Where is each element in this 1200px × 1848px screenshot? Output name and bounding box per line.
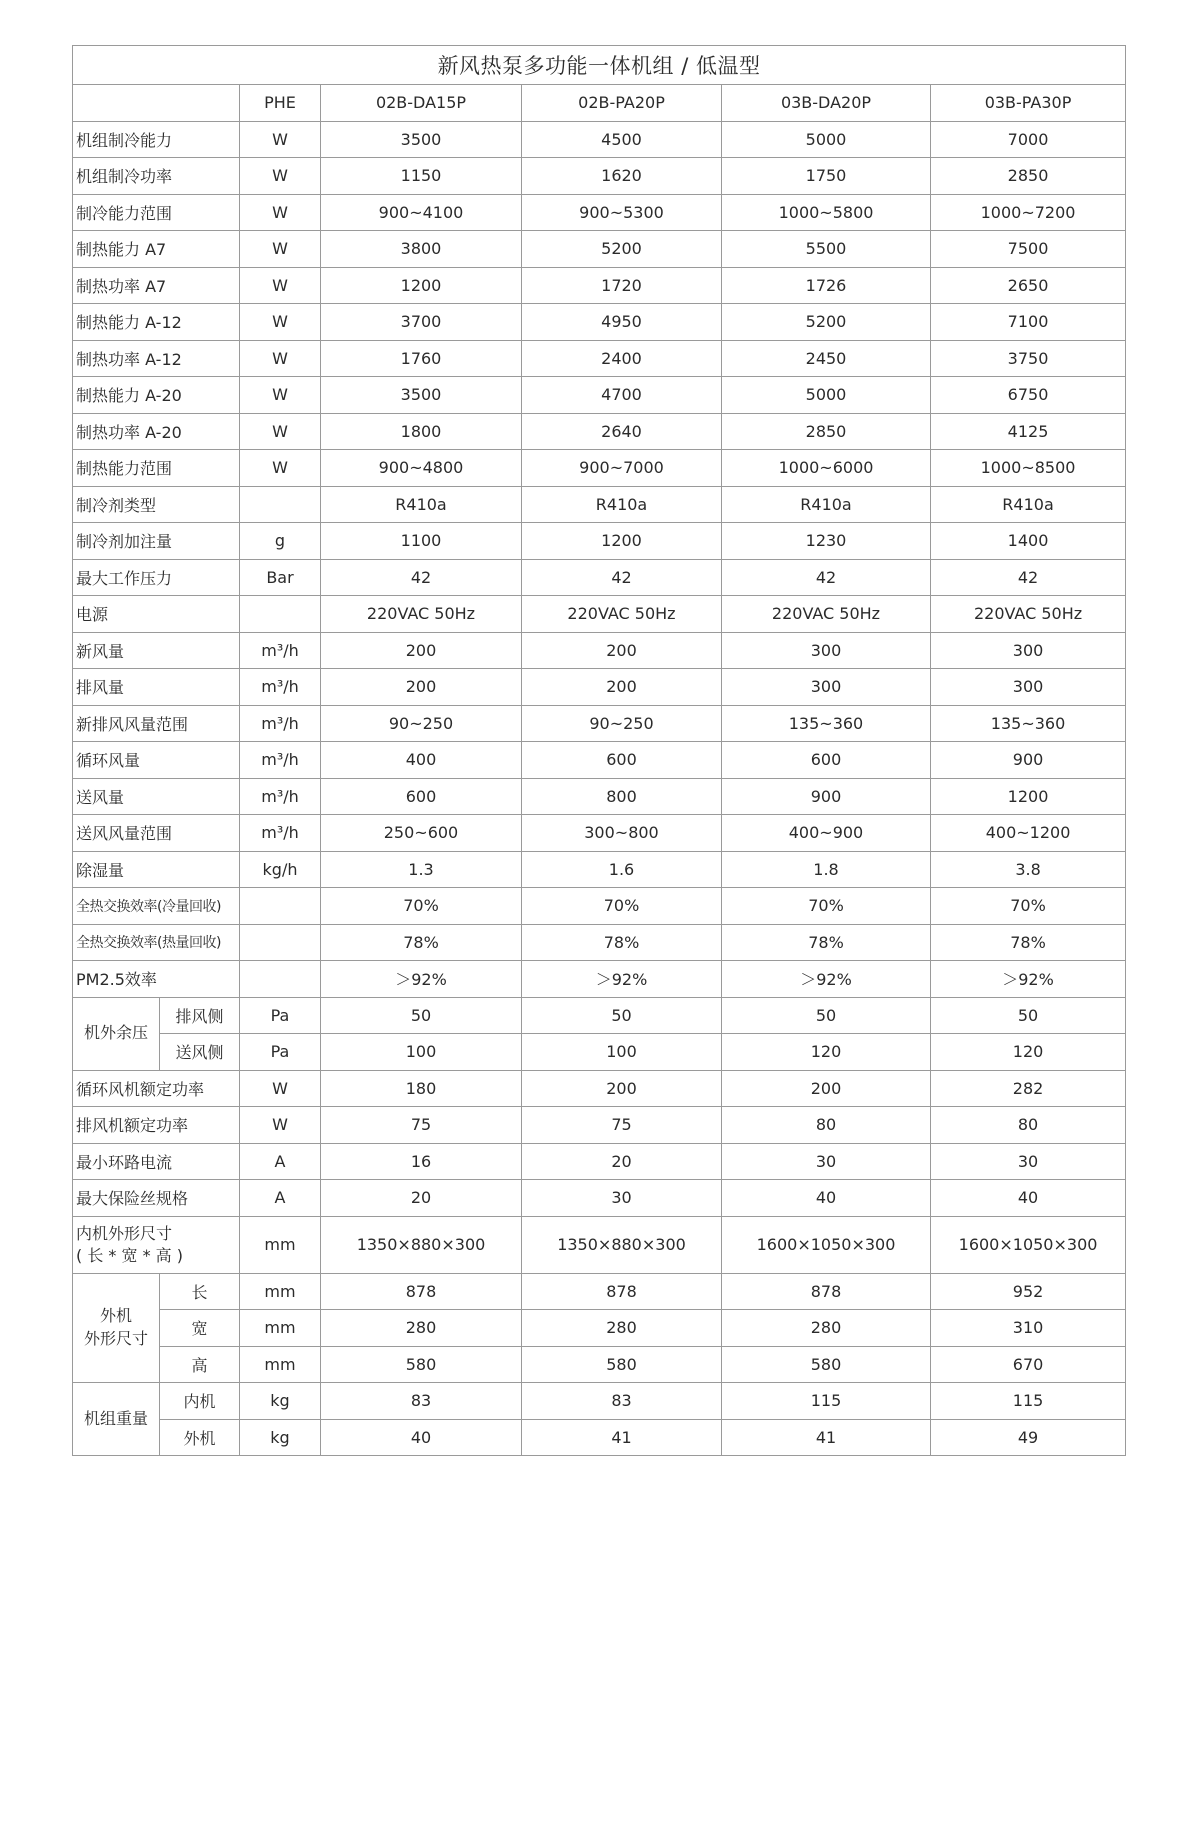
value-cell: 900~4100 <box>321 194 522 231</box>
value-cell: 878 <box>722 1273 931 1310</box>
row-label: 制热功率 A-20 <box>73 413 240 450</box>
table-row <box>73 632 1126 669</box>
value-cell: 5200 <box>522 231 722 268</box>
table-row <box>73 997 1126 1034</box>
row-label: 制冷剂加注量 <box>73 523 240 560</box>
row-label: 循环风量 <box>73 742 240 779</box>
value-cell: 220VAC 50Hz <box>931 596 1126 633</box>
unit-cell: kg/h <box>240 851 321 888</box>
table-row <box>73 377 1126 414</box>
value-cell: 4500 <box>522 121 722 158</box>
row-label: 制热功率 A-12 <box>73 340 240 377</box>
header-row <box>73 85 1126 122</box>
unit-cell: W <box>240 377 321 414</box>
value-cell: 2640 <box>522 413 722 450</box>
value-cell: 1350×880×300 <box>321 1216 522 1273</box>
value-cell: 900~5300 <box>522 194 722 231</box>
value-cell: 49 <box>931 1419 1126 1456</box>
value-cell: 1750 <box>722 158 931 195</box>
value-cell: 40 <box>931 1180 1126 1217</box>
header-model-cell: 02B-DA15P <box>321 85 522 122</box>
group-label <box>73 1383 160 1456</box>
unit-cell: m³/h <box>240 669 321 706</box>
table-row <box>73 961 1126 998</box>
value-cell: 300 <box>931 669 1126 706</box>
sub-label: 宽 <box>160 1310 240 1347</box>
sub-label: 高 <box>160 1346 240 1383</box>
table-row <box>73 851 1126 888</box>
value-cell: 200 <box>522 669 722 706</box>
table-row <box>73 304 1126 341</box>
value-cell: 2850 <box>931 158 1126 195</box>
row-label: 最大保险丝规格 <box>73 1180 240 1217</box>
value-cell: 70% <box>522 888 722 925</box>
table-row <box>73 121 1126 158</box>
value-cell: R410a <box>722 486 931 523</box>
value-cell: 120 <box>931 1034 1126 1071</box>
value-cell: 5000 <box>722 377 931 414</box>
value-cell: ＞92% <box>931 961 1126 998</box>
value-cell: 200 <box>522 1070 722 1107</box>
sub-label: 长 <box>160 1273 240 1310</box>
table-title: 新风热泵多功能一体机组 / 低温型 <box>73 46 1126 85</box>
table-row <box>73 1273 1126 1310</box>
value-cell: 1000~6000 <box>722 450 931 487</box>
table-row <box>73 158 1126 195</box>
table-row <box>73 231 1126 268</box>
value-cell: 220VAC 50Hz <box>522 596 722 633</box>
value-cell: 300~800 <box>522 815 722 852</box>
row-label: 全热交换效率(热量回收) <box>73 924 240 961</box>
value-cell: 70% <box>722 888 931 925</box>
row-label: 制热能力 A7 <box>73 231 240 268</box>
unit-cell <box>240 888 321 925</box>
header-model-cell: 03B-PA30P <box>931 85 1126 122</box>
header-model-cell: 02B-PA20P <box>522 85 722 122</box>
unit-cell: m³/h <box>240 815 321 852</box>
value-cell: 1800 <box>321 413 522 450</box>
unit-cell: mm <box>240 1346 321 1383</box>
group-label-line: 外形尺寸 <box>83 1328 148 1348</box>
value-cell: 70% <box>321 888 522 925</box>
value-cell: 40 <box>722 1180 931 1217</box>
value-cell: 1720 <box>522 267 722 304</box>
value-cell: 78% <box>931 924 1126 961</box>
value-cell: 70% <box>931 888 1126 925</box>
value-cell: 1.8 <box>722 851 931 888</box>
group-label-line: 机组重量 <box>83 1408 148 1428</box>
value-cell: 4125 <box>931 413 1126 450</box>
value-cell: 3500 <box>321 377 522 414</box>
value-cell: 1200 <box>321 267 522 304</box>
value-cell: 135~360 <box>722 705 931 742</box>
value-cell: ＞92% <box>522 961 722 998</box>
value-cell: 40 <box>321 1419 522 1456</box>
value-cell: 5200 <box>722 304 931 341</box>
value-cell: R410a <box>522 486 722 523</box>
value-cell: 1620 <box>522 158 722 195</box>
table-row <box>73 1143 1126 1180</box>
value-cell: 3700 <box>321 304 522 341</box>
value-cell: 580 <box>722 1346 931 1383</box>
table-row <box>73 1383 1126 1420</box>
value-cell: 670 <box>931 1346 1126 1383</box>
value-cell: 41 <box>522 1419 722 1456</box>
value-cell: 115 <box>931 1383 1126 1420</box>
unit-cell: W <box>240 304 321 341</box>
value-cell: 200 <box>722 1070 931 1107</box>
row-label: 制冷能力范围 <box>73 194 240 231</box>
value-cell: 30 <box>522 1180 722 1217</box>
row-label: 最大工作压力 <box>73 559 240 596</box>
value-cell: 1350×880×300 <box>522 1216 722 1273</box>
unit-cell: W <box>240 231 321 268</box>
unit-cell: mm <box>240 1310 321 1347</box>
value-cell: 400 <box>321 742 522 779</box>
table-row <box>73 778 1126 815</box>
value-cell: 900~4800 <box>321 450 522 487</box>
table-row <box>73 742 1126 779</box>
value-cell: 300 <box>931 632 1126 669</box>
unit-cell: A <box>240 1143 321 1180</box>
value-cell: 1000~5800 <box>722 194 931 231</box>
value-cell: 1200 <box>931 778 1126 815</box>
value-cell: 78% <box>321 924 522 961</box>
unit-cell: W <box>240 340 321 377</box>
value-cell: 250~600 <box>321 815 522 852</box>
unit-cell: Pa <box>240 997 321 1034</box>
table-row <box>73 1346 1126 1383</box>
value-cell: 1600×1050×300 <box>722 1216 931 1273</box>
value-cell: 580 <box>321 1346 522 1383</box>
unit-cell: W <box>240 121 321 158</box>
unit-cell: W <box>240 413 321 450</box>
value-cell: 83 <box>321 1383 522 1420</box>
table-row <box>73 486 1126 523</box>
row-label: 新风量 <box>73 632 240 669</box>
row-label: PM2.5效率 <box>73 961 240 998</box>
value-cell: 80 <box>931 1107 1126 1144</box>
value-cell: 1000~7200 <box>931 194 1126 231</box>
value-cell: 75 <box>522 1107 722 1144</box>
value-cell: 3500 <box>321 121 522 158</box>
table-row <box>73 669 1126 706</box>
value-cell: 42 <box>321 559 522 596</box>
value-cell: ＞92% <box>722 961 931 998</box>
unit-cell: m³/h <box>240 778 321 815</box>
unit-cell: Bar <box>240 559 321 596</box>
unit-cell: kg <box>240 1383 321 1420</box>
value-cell: 4950 <box>522 304 722 341</box>
value-cell: 900~7000 <box>522 450 722 487</box>
table-row <box>73 340 1126 377</box>
value-cell: 1760 <box>321 340 522 377</box>
value-cell: 50 <box>931 997 1126 1034</box>
value-cell: 120 <box>722 1034 931 1071</box>
value-cell: 135~360 <box>931 705 1126 742</box>
value-cell: 1.6 <box>522 851 722 888</box>
row-label: 送风风量范围 <box>73 815 240 852</box>
unit-cell: mm <box>240 1273 321 1310</box>
unit-cell: W <box>240 1070 321 1107</box>
table-row <box>73 888 1126 925</box>
row-label: 制冷剂类型 <box>73 486 240 523</box>
table-row <box>73 596 1126 633</box>
table-row <box>73 924 1126 961</box>
value-cell: 220VAC 50Hz <box>321 596 522 633</box>
header-model-cell: 03B-DA20P <box>722 85 931 122</box>
unit-cell: W <box>240 450 321 487</box>
sub-label: 排风侧 <box>160 997 240 1034</box>
header-unit-cell: PHE <box>240 85 321 122</box>
value-cell: 7500 <box>931 231 1126 268</box>
value-cell: 600 <box>722 742 931 779</box>
value-cell: 42 <box>522 559 722 596</box>
table-row <box>73 413 1126 450</box>
value-cell: 280 <box>722 1310 931 1347</box>
value-cell: 6750 <box>931 377 1126 414</box>
table-row <box>73 1180 1126 1217</box>
row-label: 制热能力 A-12 <box>73 304 240 341</box>
table-row <box>73 523 1126 560</box>
unit-cell: W <box>240 267 321 304</box>
row-label: 循环风机额定功率 <box>73 1070 240 1107</box>
value-cell: 90~250 <box>522 705 722 742</box>
value-cell: 50 <box>522 997 722 1034</box>
value-cell: 100 <box>522 1034 722 1071</box>
value-cell: R410a <box>321 486 522 523</box>
value-cell: 1600×1050×300 <box>931 1216 1126 1273</box>
unit-cell: Pa <box>240 1034 321 1071</box>
value-cell: 1150 <box>321 158 522 195</box>
unit-cell <box>240 596 321 633</box>
value-cell: 16 <box>321 1143 522 1180</box>
spec-table-body <box>73 46 1126 1456</box>
row-label: 排风量 <box>73 669 240 706</box>
value-cell: 42 <box>931 559 1126 596</box>
table-row <box>73 1107 1126 1144</box>
table-row <box>73 1034 1126 1071</box>
value-cell: 2850 <box>722 413 931 450</box>
value-cell: 1400 <box>931 523 1126 560</box>
value-cell: 41 <box>722 1419 931 1456</box>
value-cell: 3750 <box>931 340 1126 377</box>
sub-label: 送风侧 <box>160 1034 240 1071</box>
row-label: 制热能力范围 <box>73 450 240 487</box>
unit-cell: kg <box>240 1419 321 1456</box>
row-label: 除湿量 <box>73 851 240 888</box>
group-label <box>73 1273 160 1383</box>
value-cell: 115 <box>722 1383 931 1420</box>
table-row <box>73 267 1126 304</box>
value-cell: 280 <box>522 1310 722 1347</box>
unit-cell: mm <box>240 1216 321 1273</box>
spec-table <box>72 45 1126 1456</box>
group-label-line: 机外余压 <box>83 1023 148 1043</box>
unit-cell: m³/h <box>240 742 321 779</box>
row-label-line: 内机外形尺寸 <box>76 1223 173 1243</box>
row-label: 排风机额定功率 <box>73 1107 240 1144</box>
value-cell: 600 <box>522 742 722 779</box>
value-cell: 50 <box>321 997 522 1034</box>
row-label: 电源 <box>73 596 240 633</box>
value-cell: 900 <box>931 742 1126 779</box>
unit-cell: g <box>240 523 321 560</box>
group-label-line: 外机 <box>99 1306 132 1326</box>
value-cell: 42 <box>722 559 931 596</box>
value-cell: 800 <box>522 778 722 815</box>
title-row <box>73 46 1126 85</box>
value-cell: 878 <box>321 1273 522 1310</box>
sub-label: 外机 <box>160 1419 240 1456</box>
table-row <box>73 194 1126 231</box>
value-cell: 900 <box>722 778 931 815</box>
table-row <box>73 1216 1126 1273</box>
value-cell: 180 <box>321 1070 522 1107</box>
value-cell: 3800 <box>321 231 522 268</box>
value-cell: 1100 <box>321 523 522 560</box>
table-row <box>73 1419 1126 1456</box>
unit-cell <box>240 924 321 961</box>
value-cell: 2650 <box>931 267 1126 304</box>
unit-cell: W <box>240 194 321 231</box>
row-label <box>73 1216 240 1273</box>
group-label <box>73 997 160 1070</box>
value-cell: 300 <box>722 669 931 706</box>
value-cell: R410a <box>931 486 1126 523</box>
value-cell: 90~250 <box>321 705 522 742</box>
unit-cell: W <box>240 158 321 195</box>
value-cell: 200 <box>321 669 522 706</box>
value-cell: 3.8 <box>931 851 1126 888</box>
value-cell: 30 <box>931 1143 1126 1180</box>
value-cell: 1726 <box>722 267 931 304</box>
table-row <box>73 815 1126 852</box>
value-cell: 5500 <box>722 231 931 268</box>
value-cell: 878 <box>522 1273 722 1310</box>
value-cell: 7000 <box>931 121 1126 158</box>
value-cell: 20 <box>321 1180 522 1217</box>
table-row <box>73 1310 1126 1347</box>
row-label-line: ( 长 * 宽 * 高 ) <box>76 1245 184 1265</box>
row-label: 新排风风量范围 <box>73 705 240 742</box>
row-label: 制热功率 A7 <box>73 267 240 304</box>
unit-cell: m³/h <box>240 632 321 669</box>
value-cell: 400~1200 <box>931 815 1126 852</box>
value-cell: 50 <box>722 997 931 1034</box>
value-cell: 220VAC 50Hz <box>722 596 931 633</box>
table-row <box>73 1070 1126 1107</box>
value-cell: 4700 <box>522 377 722 414</box>
unit-cell <box>240 961 321 998</box>
value-cell: 310 <box>931 1310 1126 1347</box>
value-cell: 952 <box>931 1273 1126 1310</box>
value-cell: ＞92% <box>321 961 522 998</box>
row-label: 全热交换效率(冷量回收) <box>73 888 240 925</box>
value-cell: 75 <box>321 1107 522 1144</box>
table-row <box>73 559 1126 596</box>
value-cell: 7100 <box>931 304 1126 341</box>
row-label: 机组制冷功率 <box>73 158 240 195</box>
value-cell: 1000~8500 <box>931 450 1126 487</box>
value-cell: 600 <box>321 778 522 815</box>
value-cell: 80 <box>722 1107 931 1144</box>
value-cell: 282 <box>931 1070 1126 1107</box>
table-row <box>73 705 1126 742</box>
value-cell: 200 <box>522 632 722 669</box>
sub-label: 内机 <box>160 1383 240 1420</box>
value-cell: 2400 <box>522 340 722 377</box>
row-label: 最小环路电流 <box>73 1143 240 1180</box>
row-label: 机组制冷能力 <box>73 121 240 158</box>
value-cell: 30 <box>722 1143 931 1180</box>
value-cell: 5000 <box>722 121 931 158</box>
value-cell: 78% <box>722 924 931 961</box>
value-cell: 100 <box>321 1034 522 1071</box>
value-cell: 20 <box>522 1143 722 1180</box>
value-cell: 1230 <box>722 523 931 560</box>
row-label: 制热能力 A-20 <box>73 377 240 414</box>
value-cell: 400~900 <box>722 815 931 852</box>
value-cell: 2450 <box>722 340 931 377</box>
unit-cell <box>240 486 321 523</box>
value-cell: 83 <box>522 1383 722 1420</box>
header-blank-cell <box>73 85 240 122</box>
unit-cell: m³/h <box>240 705 321 742</box>
row-label: 送风量 <box>73 778 240 815</box>
value-cell: 200 <box>321 632 522 669</box>
value-cell: 300 <box>722 632 931 669</box>
value-cell: 1200 <box>522 523 722 560</box>
value-cell: 78% <box>522 924 722 961</box>
value-cell: 580 <box>522 1346 722 1383</box>
table-row <box>73 450 1126 487</box>
unit-cell: A <box>240 1180 321 1217</box>
unit-cell: W <box>240 1107 321 1144</box>
value-cell: 1.3 <box>321 851 522 888</box>
value-cell: 280 <box>321 1310 522 1347</box>
